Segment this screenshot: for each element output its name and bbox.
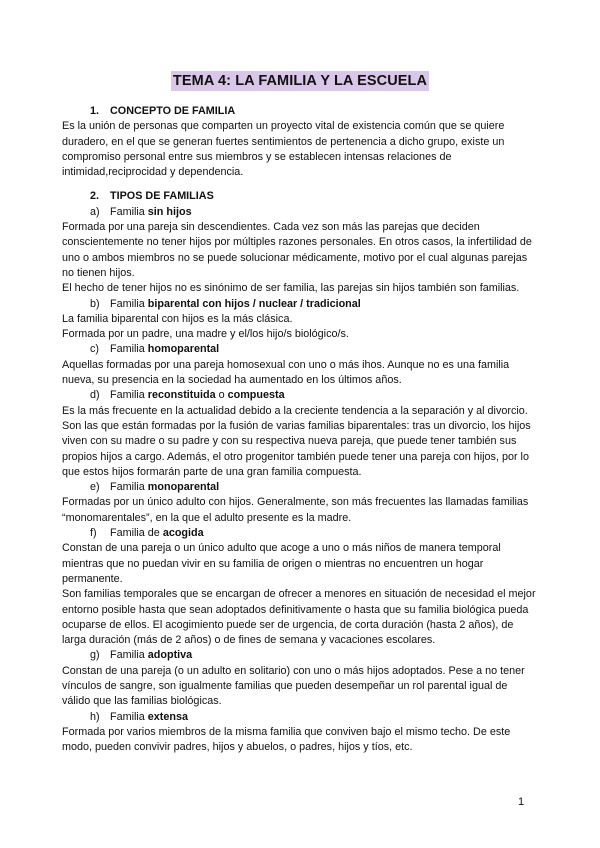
subsection-d-paragraph-1: Es la más frecuente en la actualidad debido a la creciente tendencia a la separación y al divorcio. Son las que están formadas por la fusión de varias familias biparentales: tras un divorcio, los hijos viven con su madre o su padre y con su respectiva nueva pareja, que puede tener también sus propios hijos a cargo. Además, el otro progenitor también puede tener una pareja con hijos, por lo que estos hijos formarán parte de una gran familia compuesta. — [62, 404, 531, 478]
page-title: TEMA 4: LA FAMILIA Y LA ESCUELA — [172, 73, 428, 89]
subsection-a-paragraph-2: El hecho de tener hijos no es sinónimo de ser familia, las parejas sin hijos también son familias. — [62, 282, 520, 295]
section-2-number: 2. — [90, 190, 100, 203]
subsection-h-letter: h) — [90, 710, 100, 723]
subsection-f-paragraph-1: Constan de una pareja o un único adulto que acoge a uno o más niños de manera temporal mientras que no puedan vivir en su familia de origen o mientras no encuentren un hogar permanente. — [62, 542, 501, 585]
subsection-g-prefix: Familia — [110, 649, 148, 662]
subsection-a-heading — [62, 205, 538, 220]
subsection-h-prefix: Familia — [110, 710, 148, 723]
subsection-c-title: homoparental — [147, 343, 220, 356]
document-body — [62, 104, 538, 755]
subsection-g-paragraph-1: Constan de una pareja (o un adulto en solitario) con uno o más hijos adoptados. Pese a no tener vínculos de sangre, son igualmente familias que pueden desempeñar un rol parental igual de válido que las familias biológicas. — [62, 664, 525, 708]
subsection-f-heading — [62, 526, 538, 541]
subsection-g-heading — [62, 648, 538, 663]
subsection-a-title: sin hijos — [147, 205, 192, 218]
subsection-g-letter: g) — [90, 649, 100, 662]
subsection-f-paragraph-2: Son familias temporales que se encargan de ofrecer a menores en situación de necesidad el mejor entorno posible hasta que sean adoptados definitivamente o hasta que su familia biológica pueda ocuparse de ellos. El acogimiento puede ser de urgencia, de corta duración (hasta 2 años), de larga duración (más de 2 años) o de fines de semana y vacaciones escolares. — [62, 588, 536, 647]
subsection-b-paragraph-2: Formada por un padre, una madre y el/los hijo/s biológico/s. — [62, 328, 349, 341]
subsection-e-title: monoparental — [147, 481, 220, 494]
section-2-heading — [62, 189, 538, 204]
subsection-h-paragraph-1: Formada por varios miembros de la misma familia que conviven bajo el mismo techo. De este modo, pueden convivir padres, hijos y abuelos, o padres, hijos y tíos, etc. — [62, 725, 511, 754]
section-2-title: TIPOS DE FAMILIAS — [110, 190, 214, 203]
subsection-e-prefix: Familia — [110, 481, 148, 494]
subsection-b-title: biparental con hijos / nuclear / tradicional — [147, 297, 361, 310]
subsection-f-prefix: Familia de — [110, 527, 163, 540]
title-wrapper — [0, 71, 600, 91]
subsection-a-letter: a) — [90, 205, 100, 218]
subsection-e-paragraph-1: Formadas por un único adulto con hijos. Generalmente, son más frecuentes las llamadas familias “monomarentales”, en la que el adulto presente es la madre. — [62, 496, 529, 524]
subsection-h-heading — [62, 710, 538, 725]
subsection-d-title: reconstituida — [147, 389, 216, 402]
section-1-text: Es la unión de personas que comparten un proyecto vital de existencia común que se quiere duradero, en el que se generan fuertes sentimientos de pertenencia a dicho grupo, existe un compromiso personal entre sus miembros y se establecen intensas relaciones de intimidad,reciprocidad y dependencia. — [62, 120, 505, 179]
subsection-d-heading — [62, 388, 538, 403]
subsection-c-paragraph-1: Aquellas formadas por una pareja homosexual con uno o más ihos. Aunque no es una familia nueva, su presencia en la sociedad ha aumentado en los últimos años. — [62, 358, 510, 387]
subsection-c-prefix: Familia — [110, 343, 148, 356]
subsection-e-heading — [62, 480, 538, 495]
subsection-h-title: extensa — [147, 710, 189, 723]
subsection-b-letter: b) — [90, 297, 100, 310]
subsection-b-heading — [62, 297, 538, 312]
subsection-a-paragraph-1: Formada por una pareja sin descendientes. Cada vez son más las parejas que deciden conscientemente no tener hijos por múltiples razones personales. En otros casos, la infertilidad de uno o ambos miembros no se puede solucionar médicamente, motivo por el cual algunas parejas no tienen hijos. — [62, 221, 532, 279]
subsection-d-prefix: Familia — [110, 389, 148, 402]
subsection-b-prefix: Familia — [110, 297, 148, 310]
subsection-d-connector: o — [215, 389, 228, 402]
subsection-a-prefix: Familia — [110, 205, 148, 218]
section-1-title: CONCEPTO DE FAMILIA — [110, 105, 236, 117]
subsection-c-heading — [62, 342, 538, 357]
subsection-c-letter: c) — [90, 343, 99, 356]
subsection-d-title-2: compuesta — [227, 389, 285, 402]
spacer — [62, 180, 538, 189]
subsection-d-letter: d) — [90, 389, 100, 402]
page-number: 1 — [518, 796, 525, 808]
section-1-heading — [62, 104, 538, 119]
section-1-number: 1. — [90, 105, 100, 117]
subsection-e-letter: e) — [90, 481, 100, 494]
subsection-f-letter: f) — [90, 527, 97, 540]
subsection-f-title: acogida — [162, 527, 204, 540]
subsection-b-paragraph-1: La familia biparental con hijos es la más clásica. — [62, 312, 293, 325]
subsection-g-title: adoptiva — [147, 649, 193, 662]
